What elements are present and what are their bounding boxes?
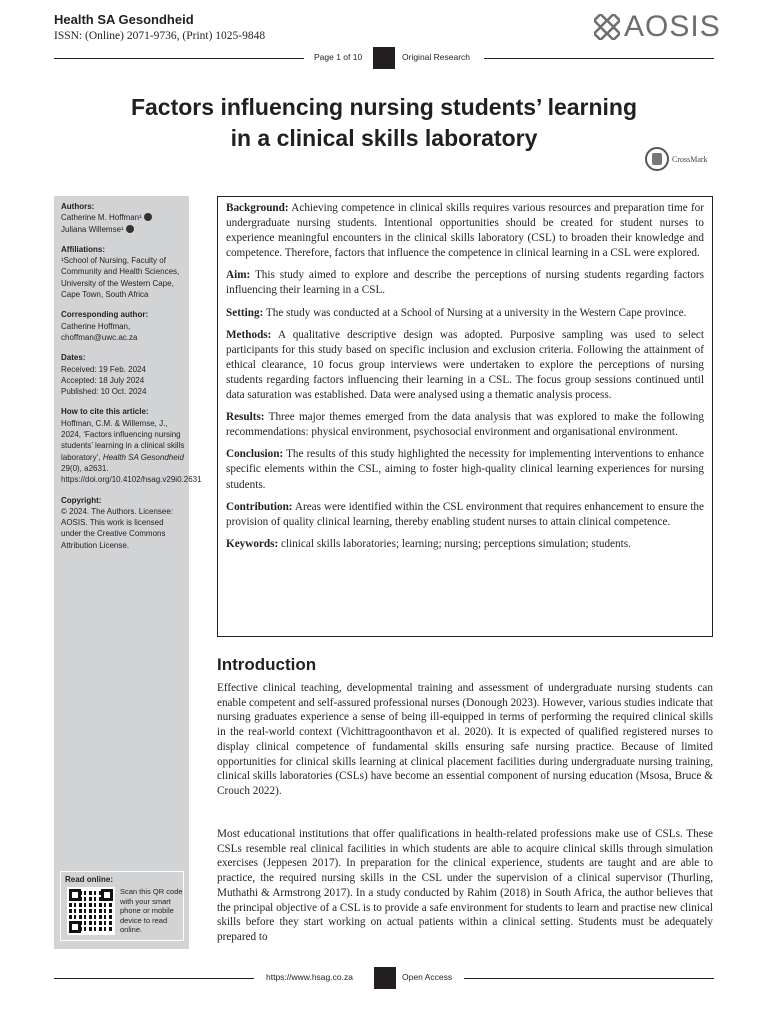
crossmark-icon <box>645 147 669 171</box>
article-type: Original Research <box>402 52 471 62</box>
page-footer-bar <box>54 966 714 990</box>
aosis-logo-icon <box>594 14 620 40</box>
abstract-conclusion: Conclusion: The results of this study highlighted the necessity for implementing interventions to enhance specific elements within the CSL, aiming to foster high-quality clinical learning experiences for nursing students. <box>226 448 704 491</box>
issn: ISSN: (Online) 2071-9736, (Print) 1025-9848 <box>54 30 266 42</box>
introduction-heading: Introduction <box>217 655 317 674</box>
dates-heading: Dates: <box>61 353 86 363</box>
copyright-text: © 2024. The Authors. Licensee: AOSIS. This work is licensed under the Creative Commons Attribution License. <box>61 506 174 550</box>
article-info-sidebar <box>54 196 202 949</box>
affiliations-heading: Affiliations: <box>61 244 105 254</box>
journal-url[interactable]: https://www.hsag.co.za <box>266 972 353 982</box>
read-online-heading: Read online: <box>65 875 114 884</box>
abstract-background: Background: Achieving competence in clinical skills requires various resources and preparation time for undergraduate nursing students. Intentional opportunities should be created for student nurses to experience meaningful encounters in the clinical skills laboratory (CSL) to broaden their knowledge and competence. Therefore, factors that influence the competence in clinical learning in a CSL were explored. <box>226 202 704 260</box>
citation-journal: Health SA Gesondheid <box>102 452 184 462</box>
title-line-2: in a clinical skills laboratory <box>230 125 538 151</box>
copyright-section <box>61 495 179 551</box>
page-header-bar <box>54 46 714 70</box>
abstract-aim: Aim: This study aimed to explore and describe the perceptions of nursing students regarding factors influencing their learning in a CSL. <box>226 269 704 297</box>
citation-doi[interactable]: 29(0), a2631. https://doi.org/10.4102/hsag.v29i0.2631 <box>61 463 202 485</box>
rule-right <box>484 58 714 59</box>
authors-section <box>61 201 189 235</box>
corresponding-email[interactable]: choffman@uwc.ac.za <box>61 332 138 342</box>
authors-heading: Authors: <box>61 202 95 211</box>
abstract-contribution: Contribution: Areas were identified within the CSL environment that requires enhancement to ensure the provision of quality clinical learning, thereby enabling student nurses to attain clinical competence. <box>226 500 704 528</box>
copyright-heading: Copyright: <box>61 495 102 505</box>
citation-section <box>61 406 202 485</box>
read-online-box <box>60 871 184 941</box>
title-line-1: Factors influencing nursing students’ learning <box>130 94 638 120</box>
orcid-icon[interactable] <box>126 225 134 233</box>
orcid-icon[interactable] <box>144 213 152 221</box>
corresponding-section <box>61 309 189 343</box>
affiliations-section <box>61 244 189 300</box>
intro-paragraph-1: Effective clinical teaching, developmental training and assessment of undergraduate nursing students can enable competent and self-assured professional nurses (Donough 2023). However, various studies indicate that nursing graduates experience a sense of being ill-equipped in terms of performing the required clinical skills in the real-world context (Vichittragoonthavon et al. 2020). It is expected of qualified registered nurses to display clinical competence of fundamental skills ensuring safe nursing practice. Because of limited opportunities for clinical skills learning at clinical placement facilities during undergraduate nursing training, clinical skills laboratories (CSLs) have become an essential component of nursing education (Msosa, Bruce & Crouch 2022). <box>217 682 714 797</box>
abstract-keywords: Keywords: clinical skills laboratories; learning; nursing; perceptions simulation; students. <box>226 537 631 550</box>
abstract-box <box>217 196 713 637</box>
corresponding-name: Catherine Hoffman, <box>61 321 131 331</box>
author-2[interactable]: Juliana Willemse¹ <box>61 224 124 234</box>
intro-paragraph-2: Most educational institutions that offer qualifications in health-related professions make use of CSLs. These CSLs resemble real clinical facilities in which students are able to acquire clinical skills through simulation exercises (Jeppesen 2017). In preparation for the clinical experience, students are taught and are able to practice, the required nursing skills in the CSL under the supervision of a clinical supervisor (Thurling, Muthathi & Armstrong 2017). In a study conducted by Rahim (2018) in South Africa, the author believes that the principal objective of a CSL is to provide a safe environment for students to learn and practise new clinical skills before they start working on actual patients within a clinical setting. Students must be adequately prepared to <box>217 828 713 943</box>
date-accepted: Accepted: 18 July 2024 <box>61 375 145 385</box>
affiliations-text: ¹School of Nursing, Faculty of Community and Health Sciences, University of the Western Cape, Cape Town, South Africa <box>61 256 180 300</box>
rule-right <box>464 978 714 979</box>
rule-left <box>54 58 304 59</box>
corresponding-heading: Corresponding author: <box>61 310 149 320</box>
journal-name: Health SA Gesondheid <box>54 12 194 27</box>
author-1[interactable]: Catherine M. Hoffman¹ <box>61 213 142 223</box>
rule-left <box>54 978 254 979</box>
open-access-label: Open Access <box>402 972 453 982</box>
bar-block <box>373 47 395 69</box>
abstract-setting: Setting: The study was conducted at a School of Nursing at a university in the Western Cape province. <box>226 306 687 319</box>
date-published: Published: 10 Oct. 2024 <box>61 387 147 397</box>
bar-block <box>374 967 396 989</box>
qr-code-icon[interactable] <box>67 887 115 935</box>
article-title <box>60 92 708 154</box>
date-received: Received: 19 Feb. 2024 <box>61 364 146 374</box>
publisher-logo <box>594 12 721 42</box>
abstract-results: Results: Three major themes emerged from the data analysis that was explored to make the following recommendations: physical environment, psychosocial environment and organisational environment. <box>226 411 704 439</box>
logo-text: AOSIS <box>624 10 721 43</box>
page-number: Page 1 of 10 <box>314 52 363 62</box>
citation-authors-title: Hoffman, C.M. & Willemse, J., 2024, ‘Factors influencing nursing students’ learning in a clinical skills laboratory’, <box>61 418 185 462</box>
crossmark-label: CrossMark <box>672 154 708 164</box>
citation-text <box>61 418 202 486</box>
abstract-methods: Methods: A qualitative descriptive design was adopted. Purposive sampling was used to select participants for this study based on specific inclusion and exclusion criteria. Following the attainment of ethical clearance, 10 focus group interviews were undertaken to explore the perceptions of nursing students regarding factors influencing their learning in a CSL. The focus group sessions continued until data saturation was established. Data were analysed using a thematic analysis process. <box>226 328 704 402</box>
dates-section <box>61 352 189 397</box>
crossmark-badge[interactable] <box>645 147 708 171</box>
qr-instructions: Scan this QR code with your smart phone or mobile device to read online. <box>120 887 183 935</box>
citation-heading: How to cite this article: <box>61 407 149 417</box>
